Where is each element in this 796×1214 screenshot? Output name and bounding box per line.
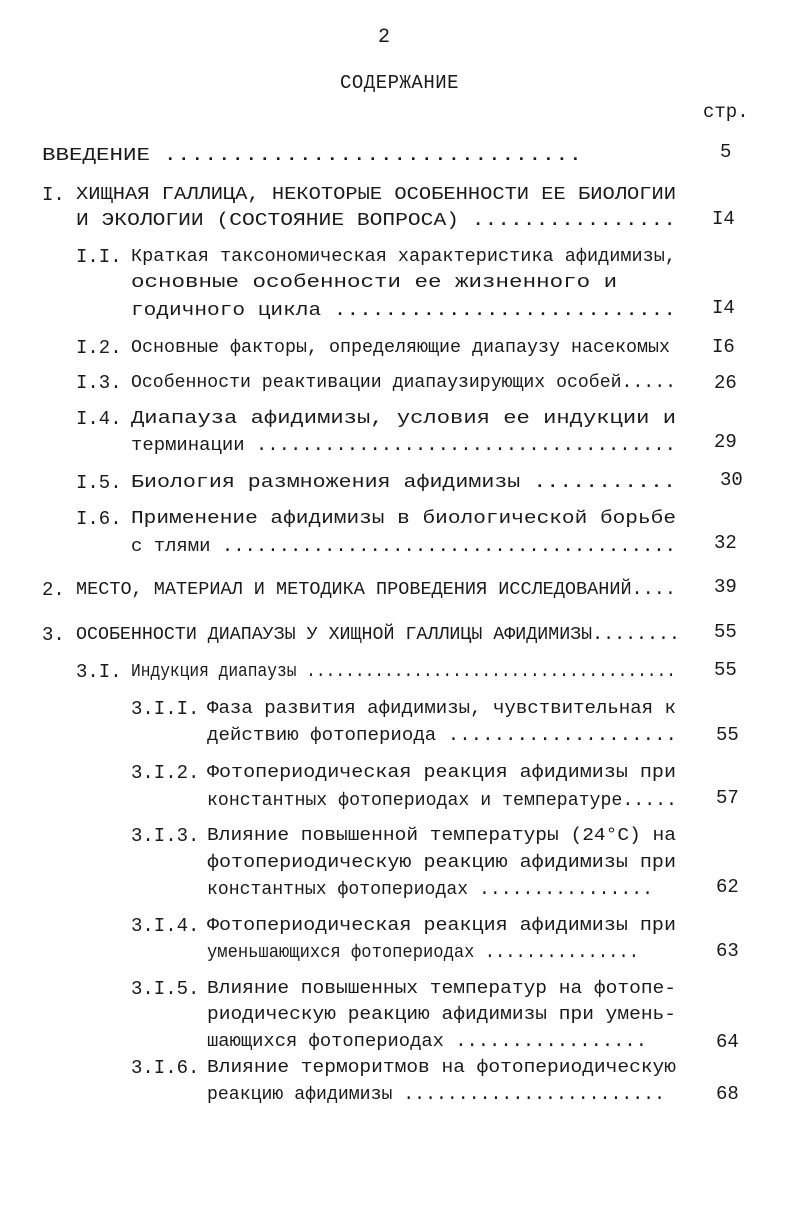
toc-entry-number: I.5. [76,472,122,494]
toc-entry-text-line: риодическую реакцию афидимизы при умень- [207,1005,676,1025]
toc-entry-number: I.6. [76,508,122,530]
toc-entry-page: 62 [716,876,739,898]
toc-entry-number: 3.I.4. [131,915,200,937]
toc-entry-text-line: Фотопериодическая реакция афидимизы при [207,763,676,783]
toc-entry-page: 39 [714,576,737,598]
toc-entry-number: I.2. [76,337,122,359]
toc-entry-number: 3. [42,624,65,646]
toc-entry-text-line: Диапауза афидимизы, условия ее индукции и [131,409,676,429]
toc-entry-text-line: терминации ..................................... [131,436,676,456]
toc-entry-text-line: с тлями ........................................ [131,537,676,557]
toc-entry-page: 30 [720,469,743,491]
page-number: 2 [378,26,391,49]
toc-entry-page: 55 [716,724,739,746]
toc-entry-number: I.3. [76,372,122,394]
toc-entry-page: 26 [714,372,737,394]
toc-entry-text-line: Индукция диапаузы ...................................... [131,662,676,682]
pages-column-label: стр. [703,101,749,123]
toc-entry-number: 3.I.6. [131,1057,200,1079]
toc-entry-number: 3.I.2. [131,762,200,784]
toc-entry-page: 5 [720,141,732,163]
toc-entry-number: 3.I.3. [131,825,200,847]
toc-entry-text-line: действию фотопериода .................... [207,726,677,746]
toc-entry-text-line: Фаза развития афидимизы, чувствительная к [207,699,676,719]
toc-entry-text-line: Влияние терморитмов на фотопериодическую [207,1058,676,1078]
toc-entry-text-line: годичного цикла ........................... [131,301,676,321]
toc-entry-text-line: уменьшающихся фотопериодах ............... [207,943,639,963]
toc-entry-number: I. [42,184,65,206]
toc-entry-text-line: константных фотопериодах и температуре..... [207,791,677,811]
toc-entry-page: I4 [712,297,735,319]
toc-entry-text-line: Особенности реактивации диапаузирующих особей..... [131,373,676,393]
toc-entry-page: 68 [716,1083,739,1105]
toc-entry-number: 3.I.5. [131,978,200,1000]
toc-entry-number: 3.I. [76,661,122,683]
toc-entry-number: 2. [42,579,65,601]
toc-entry-page: 63 [716,940,739,962]
toc-entry-text-line: фотопериодическую реакцию афидимизы при [207,853,676,873]
toc-entry-text-line: ОСОБЕННОСТИ ДИАПАУЗЫ У ХИЩНОЙ ГАЛЛИЦЫ АФИДИМИЗЫ........ [76,625,680,645]
toc-entry-page: 55 [714,659,737,681]
toc-entry-text-line: Биология размножения афидимизы ........... [131,473,676,493]
toc-entry-text-line: Влияние повышенной температуры (24°С) на [207,826,676,846]
toc-entry-text-line: И ЭКОЛОГИИ (СОСТОЯНИЕ ВОПРОСА) ................ [76,211,676,231]
toc-entry-text-line: шающихся фотопериодах ................. [207,1032,647,1052]
page-title: СОДЕРЖАНИЕ [340,72,460,94]
toc-entry-page: 55 [714,621,737,643]
toc-entry-page: 32 [714,532,737,554]
toc-entry-text-line: константных фотопериодах ................ [207,880,653,900]
toc-entry-number: I.4. [76,408,122,430]
toc-entry-text-line: основные особенности ее жизненного и [131,273,618,293]
toc-entry-text-line: Применение афидимизы в биологической борьбе [131,509,676,529]
toc-entry-text-line: Основные факторы, определяющие диапаузу насекомых [131,338,670,358]
toc-entry-page: 29 [714,431,737,453]
toc-entry-page: I6 [712,336,735,358]
toc-entry-page: I4 [712,208,735,230]
toc-entry-page: 57 [716,787,739,809]
toc-entry-text-line: Фотопериодическая реакция афидимизы при [207,916,676,936]
toc-entry-number: I.I. [76,246,122,268]
toc-entry-text-line: ВВЕДЕНИЕ ............................... [42,146,583,166]
toc-entry-text-line: Краткая таксономическая характеристика афидимизы, [131,247,676,267]
toc-entry-text-line: Влияние повышенных температур на фотопе- [207,979,676,999]
toc-entry-text-line: реакцию афидимизы ........................ [207,1085,665,1105]
toc-entry-page: 64 [716,1031,739,1053]
toc-entry-text-line: МЕСТО, МАТЕРИАЛ И МЕТОДИКА ПРОВЕДЕНИЯ ИССЛЕДОВАНИЙ.... [76,580,676,600]
toc-entry-number: 3.I.I. [131,698,200,720]
toc-entry-text-line: ХИЩНАЯ ГАЛЛИЦА, НЕКОТОРЫЕ ОСОБЕННОСТИ ЕЕ БИОЛОГИИ [76,185,676,205]
